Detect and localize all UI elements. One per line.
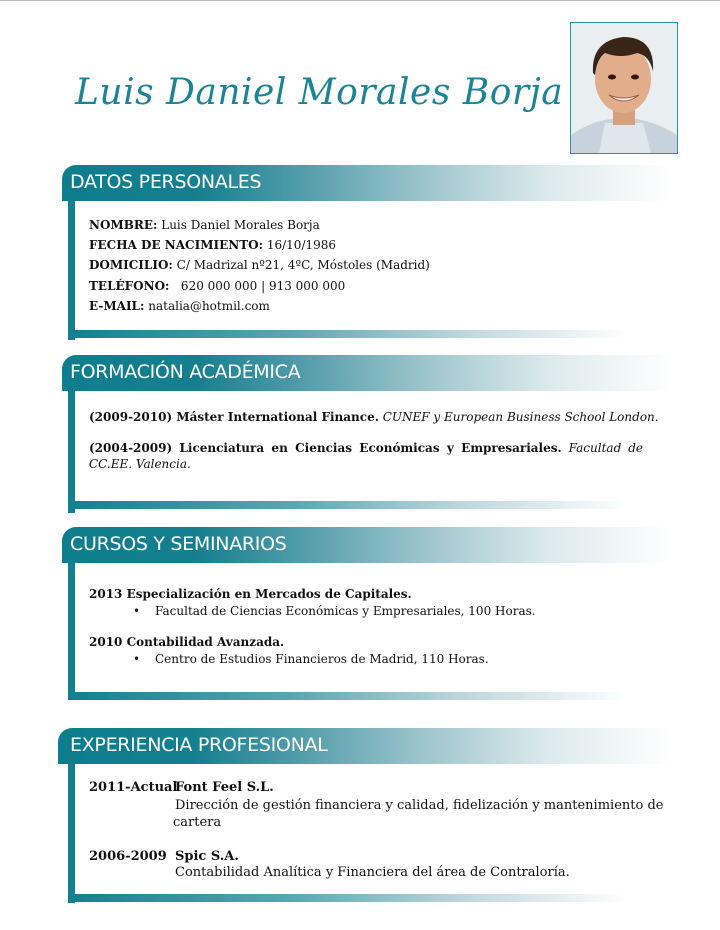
personal-row: FECHA DE NACIMIENTO: 16/10/1986 [89, 238, 337, 252]
section-header [62, 355, 672, 391]
section-underline [68, 330, 628, 338]
profile-photo [570, 22, 678, 154]
course-heading: 2013 Especialización en Mercados de Capitales. [89, 587, 412, 601]
education-item: (2009-2010) Máster International Finance. CUNEF y European Business School London. [89, 410, 659, 424]
experience-company: Font Feel S.L. [175, 780, 274, 795]
experience-period: 2006-2009 [89, 849, 167, 864]
section-underline [68, 501, 628, 509]
top-rule [0, 0, 720, 1]
section-underline [68, 692, 628, 700]
course-detail: • Facultad de Ciencias Económicas y Empresariales, 100 Horas. [133, 604, 536, 618]
section-title: DATOS PERSONALES [70, 171, 262, 193]
education-item: (2004-2009) Licenciatura en Ciencias Económicas y Empresariales. Facultad de CC.EE. Valencia. [89, 441, 643, 471]
experience-period: 2011-Actual [89, 780, 178, 795]
section-header [62, 527, 672, 563]
section-title: FORMACIÓN ACADÉMICA [70, 361, 301, 383]
course-detail: • Centro de Estudios Financieros de Madrid, 110 Horas. [133, 652, 489, 666]
section-header [62, 165, 672, 201]
section-experience [0, 728, 720, 908]
personal-row: TELÉFONO: 620 000 000 | 913 000 000 [89, 279, 346, 293]
personal-row: E-MAIL: natalia@hotmil.com [89, 299, 270, 313]
personal-row: NOMBRE: Luis Daniel Morales Borja [89, 218, 320, 232]
course-heading: 2010 Contabilidad Avanzada. [89, 635, 285, 649]
section-border [68, 539, 75, 699]
person-photo-icon [571, 23, 677, 153]
section-header [58, 728, 672, 764]
section-border [68, 177, 75, 340]
personal-row: DOMICILIO: C/ Madrizal nº21, 4ºC, Móstoles (Madrid) [89, 258, 430, 272]
experience-company: Spic S.A. [175, 849, 239, 864]
experience-description: Dirección de gestión financiera y calidad, fidelización y mantenimiento de [175, 798, 664, 813]
section-courses [0, 527, 720, 702]
candidate-name: Luis Daniel Morales Borja [75, 72, 564, 113]
section-title: CURSOS Y SEMINARIOS [70, 533, 287, 555]
section-education [0, 355, 720, 515]
section-border [68, 740, 75, 903]
section-underline [68, 894, 628, 902]
experience-description: Contabilidad Analítica y Financiera del área de Contraloría. [175, 865, 570, 880]
section-title: EXPERIENCIA PROFESIONAL [70, 734, 328, 756]
section-personal [0, 165, 720, 340]
experience-description: cartera [173, 815, 222, 830]
